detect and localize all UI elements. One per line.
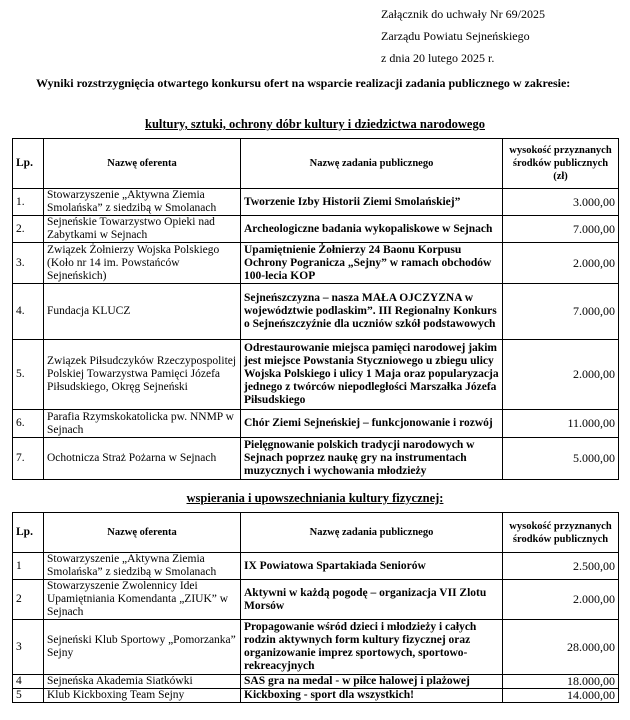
row-lp: 3	[13, 620, 44, 675]
row-lp: 4	[13, 675, 44, 689]
header-line-date: z dnia 20 lutego 2025 r.	[381, 51, 495, 65]
table-header-row	[13, 513, 619, 553]
col-amount-header: wysokość przyznanych środków publicznych	[503, 513, 619, 553]
row-org: Związek Żołnierzy Wojska Polskiego (Koło nr 14 im. Powstańców Sejneńskich)	[44, 243, 241, 284]
row-amount: 5.000,00	[503, 438, 619, 480]
row-amount: 7.000,00	[503, 284, 619, 340]
col-task-header: Nazwę zadania publicznego	[241, 139, 503, 189]
section1-table	[12, 138, 619, 480]
row-task: IX Powiatowa Spartakiada Seniorów	[241, 553, 503, 580]
table-row	[13, 553, 619, 580]
table-row	[13, 284, 619, 340]
table-row	[13, 189, 619, 216]
row-task: Propagowanie wśród dzieci i młodzieży i całych rodzin aktywnych form kultury fizycznej oraz organizowanie imprez sportowych, sportowo-rekreacyjnych	[241, 620, 503, 675]
col-amount-header: wysokość przyznanych środków publicznych (zł)	[503, 139, 619, 189]
row-task: Chór Ziemi Sejneńskiej – funkcjonowanie i rozwój	[241, 410, 503, 438]
row-org: Sejneńskie Towarzystwo Opieki nad Zabytkami w Sejnach	[44, 216, 241, 243]
table-row	[13, 216, 619, 243]
row-amount: 11.000,00	[503, 410, 619, 438]
row-lp: 5	[13, 689, 44, 703]
row-task: Kickboxing - sport dla wszystkich!	[241, 689, 503, 703]
table-row	[13, 620, 619, 675]
header-line-board: Zarządu Powiatu Sejneńskiego	[381, 29, 530, 43]
row-org: Parafia Rzymskokatolicka pw. NNMP w Sejnach	[44, 410, 241, 438]
row-org: Sejneński Klub Sportowy „Pomorzanka” Sejny	[44, 620, 241, 675]
row-org: Klub Kickboxing Team Sejny	[44, 689, 241, 703]
table-row	[13, 689, 619, 703]
intro-text: Wyniki rozstrzygnięcia otwartego konkursu ofert na wsparcie realizacji zadania publicznego w zakresie:	[36, 76, 571, 90]
row-lp: 5.	[13, 340, 44, 410]
table-row	[13, 438, 619, 480]
table-row	[13, 243, 619, 284]
row-amount: 3.000,00	[503, 189, 619, 216]
row-org: Fundacja KLUCZ	[44, 284, 241, 340]
row-org: Związek Piłsudczyków Rzeczypospolitej Polskiej Towarzystwa Pamięci Józefa Piłsudskiego, Okręg Sejneński	[44, 340, 241, 410]
header-line-resolution: Załącznik do uchwały Nr 69/2025	[381, 7, 545, 21]
row-org: Stowarzyszenie „Aktywna Ziemia Smolańska” z siedzibą w Smolanach	[44, 189, 241, 216]
row-lp: 7.	[13, 438, 44, 480]
col-task-header: Nazwę zadania publicznego	[241, 513, 503, 553]
row-lp: 3.	[13, 243, 44, 284]
row-lp: 4.	[13, 284, 44, 340]
row-amount: 28.000,00	[503, 620, 619, 675]
section1-title: kultury, sztuki, ochrony dóbr kultury i dziedzictwa narodowego	[145, 117, 485, 131]
table-row	[13, 580, 619, 620]
col-org-header: Nazwę oferenta	[44, 139, 241, 189]
row-lp: 1.	[13, 189, 44, 216]
row-amount: 18.000,00	[503, 675, 619, 689]
row-amount: 2.000,00	[503, 243, 619, 284]
row-task: SAS gra na medal - w piłce halowej i plażowej	[241, 675, 503, 689]
table-row	[13, 410, 619, 438]
table-row	[13, 675, 619, 689]
row-amount: 2.000,00	[503, 580, 619, 620]
document-header	[381, 3, 545, 69]
row-org: Sejneńska Akademia Siatkówki	[44, 675, 241, 689]
row-lp: 6.	[13, 410, 44, 438]
col-lp-header: Lp.	[13, 139, 44, 189]
row-amount: 2.000,00	[503, 340, 619, 410]
row-task: Upamiętnienie Żołnierzy 24 Baonu Korpusu Ochrony Pogranicza „Sejny” w ramach obchodów 100-lecia KOP	[241, 243, 503, 284]
row-task: Aktywni w każdą pogodę – organizacja VII Zlotu Morsów	[241, 580, 503, 620]
col-org-header: Nazwę oferenta	[44, 513, 241, 553]
row-org: Stowarzyszenie „Aktywna Ziemia Smolańska” z siedzibą w Smolanach	[44, 553, 241, 580]
row-org: Ochotnicza Straż Pożarna w Sejnach	[44, 438, 241, 480]
row-amount: 14.000,00	[503, 689, 619, 703]
row-amount: 7.000,00	[503, 216, 619, 243]
row-amount: 2.500,00	[503, 553, 619, 580]
table-row	[13, 340, 619, 410]
row-lp: 2.	[13, 216, 44, 243]
row-lp: 2	[13, 580, 44, 620]
col-lp-header: Lp.	[13, 513, 44, 553]
section2-table	[12, 512, 619, 703]
row-task: Sejneńszczyzna – nasza MAŁA OJCZYZNA w województwie podlaskim”. III Regionalny Konkurs o Sejneńszczyźnie dla uczniów szkół podstawowych	[241, 284, 503, 340]
table-header-row	[13, 139, 619, 189]
row-task: Pielęgnowanie polskich tradycji narodowych w Sejnach poprzez naukę gry na instrumentach muzycznych i wychowania młodzieży	[241, 438, 503, 480]
row-task: Tworzenie Izby Historii Ziemi Smolańskiej”	[241, 189, 503, 216]
row-task: Archeologiczne badania wykopaliskowe w Sejnach	[241, 216, 503, 243]
row-org: Stowarzyszenie Zwolennicy Idei Upamiętniania Komendanta „ZIUK” w Sejnach	[44, 580, 241, 620]
row-lp: 1	[13, 553, 44, 580]
row-task: Odrestaurowanie miejsca pamięci narodowej jakim jest miejsce Powstania Styczniowego u zbiegu ulicy Wojska Polskiego i ulicy 1 Maja oraz popularyzacja jednego z twórców niepodległości Marszałka Józefa Piłsudskiego	[241, 340, 503, 410]
section2-title: wspierania i upowszechniania kultury fizycznej:	[186, 491, 444, 505]
